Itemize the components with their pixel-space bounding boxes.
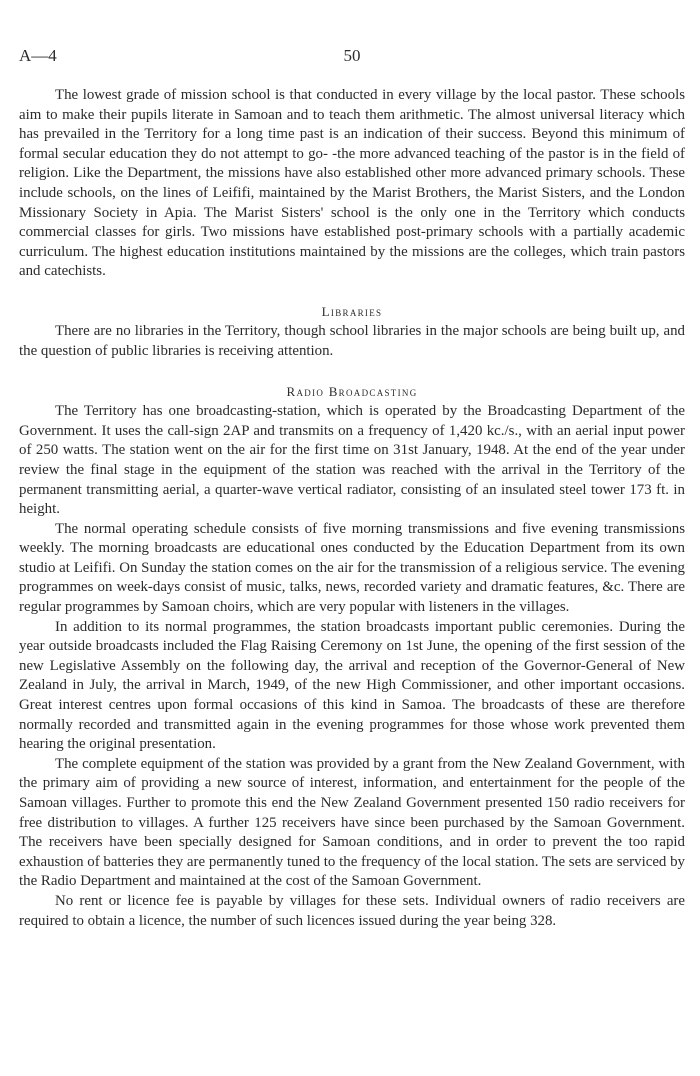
section-heading-radio-broadcasting: Radio Broadcasting xyxy=(286,384,418,400)
section-libraries xyxy=(19,302,685,361)
paragraph: There are no libraries in the Territory, though school libraries in the major schools are being built up, and the question of public libraries is receiving attention. xyxy=(19,322,685,359)
paragraph: The normal operating schedule consists of five morning transmissions and five evening transmissions weekly. The morning broadcasts are educational ones conducted by the Education Department from its own studio at Leififi. On Sunday the station comes on the air for the transmission of a religious service. The evening programmes on week-days consist of music, talks, news, recorded variety and dramatic features, &c. There are regular programmes by Samoan choirs, which are very popular with listeners in the villages. xyxy=(19,520,685,616)
section-heading-libraries: Libraries xyxy=(321,303,383,319)
document-page xyxy=(19,0,685,1076)
paragraph: In addition to its normal programmes, the station broadcasts important public ceremonies. During the year outside broadcasts included the Flag Raising Ceremony on 1st June, the opening of the first session of the new Legislative Assembly on the following day, the arrival and reception of the Governor-General of New Zealand in July, the arrival in March, 1949, of the new High Commissioner, and other important occasions. Great interest centres upon formal occasions of this kind in Samoa. The broadcasts of these are therefore normally recorded and transmitted again in the evening programmes for those whose work prevented them hearing the original presentation. xyxy=(19,618,685,753)
page-number: 50 xyxy=(343,46,361,65)
section-radio-broadcasting xyxy=(19,382,685,931)
paragraph: The complete equipment of the station was provided by a grant from the New Zealand Government, with the primary aim of providing a new source of interest, information, and entertainment for the people of the Samoan villages. Further to promote this end the New Zealand Government presented 150 radio receivers for free distribution to villages. A further 125 receivers have since been purchased by the Samoan Government. The receivers have been specially designed for Samoan conditions, and in order to prevent the too rapid exhaustion of batteries they are permanently tuned to the frequency of the local station. The sets are serviced by the Radio Department and maintained at the cost of the Samoan Government. xyxy=(19,755,685,890)
page-header xyxy=(19,44,685,68)
section-mission-schools xyxy=(19,86,685,282)
paragraph: The Territory has one broadcasting-station, which is operated by the Broadcasting Department of the Government. It uses the call-sign 2AP and transmits on a frequency of 1,420 kc./s., with an aerial input power of 250 watts. The station went on the air for the first time on 31st January, 1948. At the end of the year under review the final stage in the equipment of the station was reached with the arrival in the Territory of the permanent transmitting aerial, a quarter-wave vertical radiator, consisting of an insulated steel tower 173 ft. in height. xyxy=(19,403,685,518)
paragraph: The lowest grade of mission school is that conducted in every village by the local pastor. These schools aim to make their pupils literate in Samoan and to teach them arithmetic. The almost universal literacy which has prevailed in the Territory for a long time past is an indication of their success. Beyond this minimum of formal secular education they do not attempt to go- -the more advanced teaching of the pastor is in the field of religion. Like the Department, the missions have also established other more advanced primary schools. These include schools, on the lines of Leififi, maintained by the Marist Brothers, the Marist Sisters, and the London Missionary Society in Apia. The Marist Sisters' school is the only one in the Territory which conducts commercial classes for girls. Two missions have established post-primary schools with a partially academic curriculum. The highest education institutions maintained by the missions are the colleges, which train pastors and catechists. xyxy=(19,87,685,280)
paragraph: No rent or licence fee is payable by villages for these sets. Individual owners of radio receivers are required to obtain a licence, the number of such licences issued during the year being 328. xyxy=(19,892,685,929)
document-reference: A—4 xyxy=(19,46,57,65)
page-body xyxy=(19,86,685,931)
